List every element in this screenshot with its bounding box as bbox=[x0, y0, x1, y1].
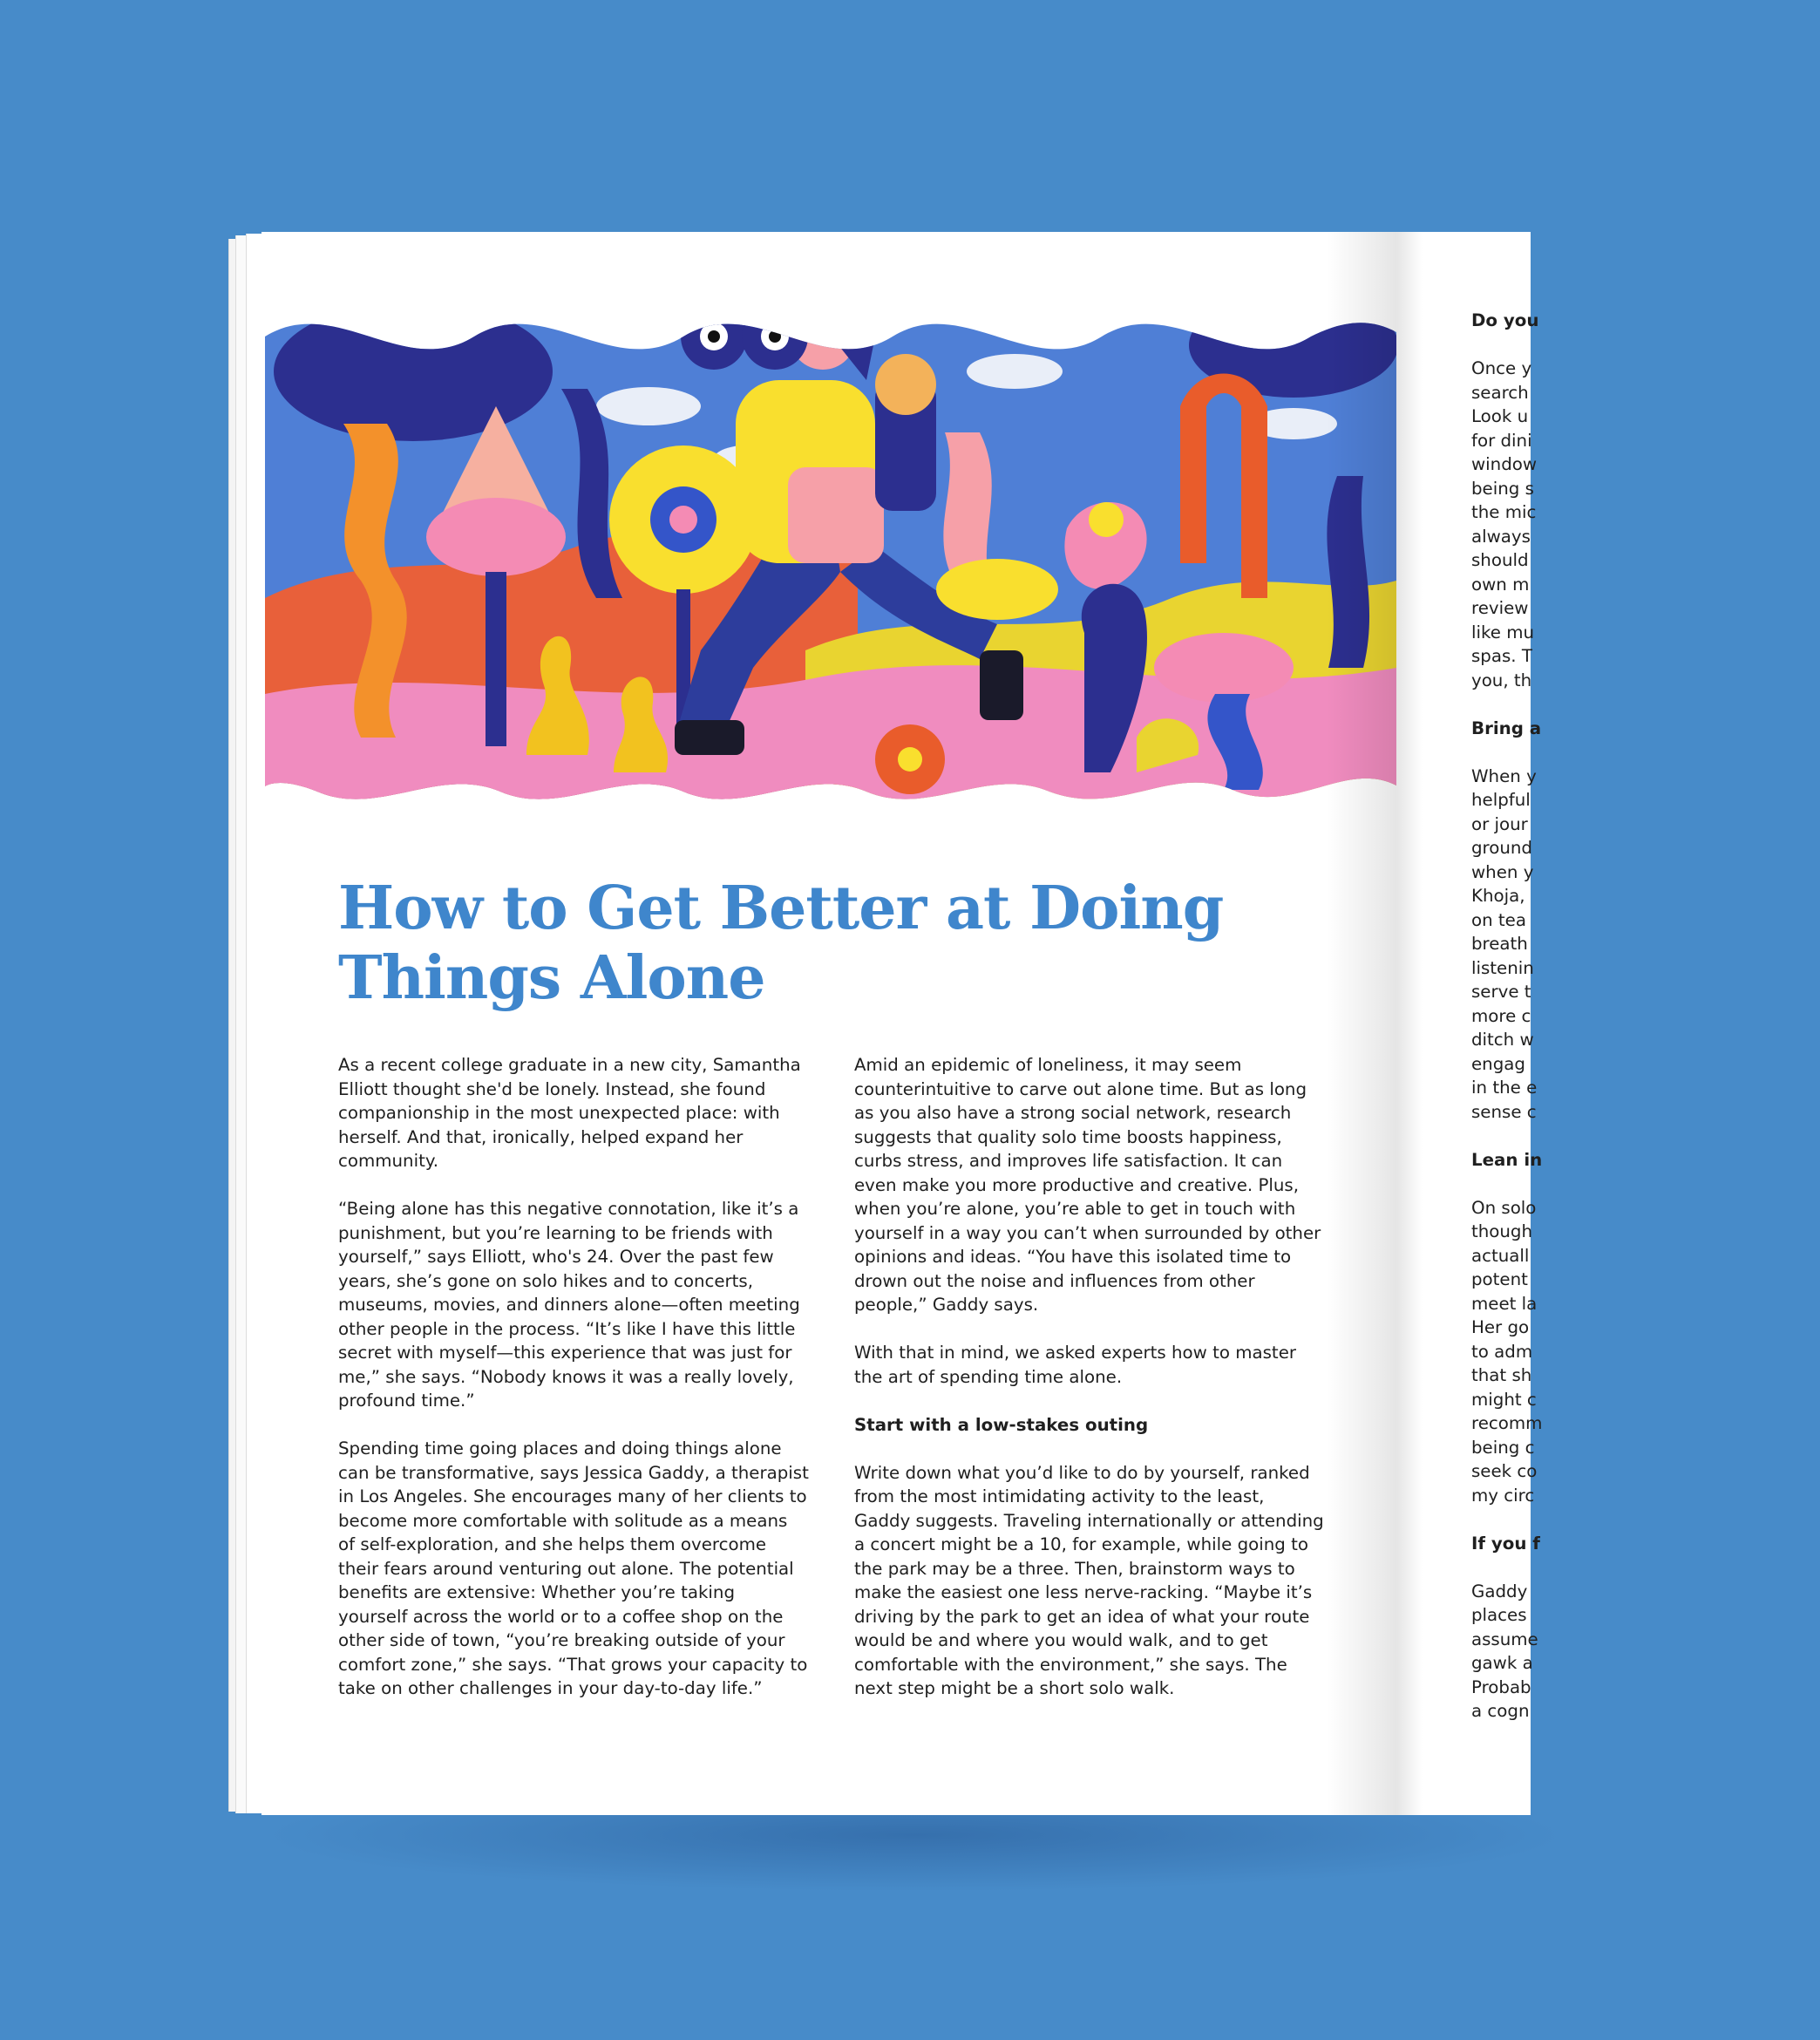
text-line-fragment: Gaddy bbox=[1471, 1581, 1528, 1601]
text-line-fragment: Once y bbox=[1471, 358, 1532, 378]
text-line-fragment: engag bbox=[1471, 1053, 1525, 1074]
text-line-fragment: Khoja, bbox=[1471, 886, 1525, 906]
text-line-fragment: like mu bbox=[1471, 622, 1535, 643]
text-line-fragment: should bbox=[1471, 550, 1529, 570]
text-line-fragment bbox=[1471, 740, 1820, 765]
text-line-fragment: serve t bbox=[1471, 982, 1531, 1002]
right-page-text bbox=[1471, 309, 1820, 1724]
text-line-fragment: places bbox=[1471, 1605, 1527, 1625]
right-page bbox=[1396, 232, 1543, 1815]
body-column-2 bbox=[854, 1053, 1325, 1724]
text-line-fragment bbox=[1471, 692, 1820, 717]
text-line-fragment: spas. T bbox=[1471, 646, 1532, 666]
text-line-fragment: helpful bbox=[1471, 790, 1531, 810]
title-line-2: Things Alone bbox=[338, 943, 765, 1013]
paragraph: Write down what you’d like to do by yourself, ranked from the most intimidating activity to the least, Gaddy suggests. Traveling internationally or attending a concert might be a 10, for example, while going to the park may be a three. Then, brainstorm ways to make the easiest one less nerve-racking. “Maybe it’s driving by the park to get an idea of what your route would be and where you would walk, and to get comfortable with the environment,” she says. The next step might be a short solo walk. bbox=[854, 1462, 1324, 1698]
text-line-fragment: to adm bbox=[1471, 1341, 1533, 1362]
paragraph: With that in mind, we asked experts how to master the art of spending time alone. bbox=[854, 1343, 1296, 1387]
text-line-fragment: the mic bbox=[1471, 502, 1537, 522]
text-line-fragment bbox=[1471, 1555, 1820, 1580]
text-line-fragment: seek co bbox=[1471, 1461, 1538, 1481]
text-line-fragment: window bbox=[1471, 454, 1538, 474]
text-line-fragment: though bbox=[1471, 1221, 1533, 1241]
text-line-fragment: being c bbox=[1471, 1437, 1535, 1458]
text-line-fragment: ditch w bbox=[1471, 1030, 1534, 1050]
paragraph: Spending time going places and doing things alone can be transformative, says Jessica Gaddy, a therapist in Los Angeles. She encourages many of her clients to become more comfortable with solitude as a means of self-exploration, and she helps them overcome their fears around venturing out alone. The potential benefits are extensive: Whether you’re taking yourself across the world or to a coffee shop on the other side of town, “you’re breaking outside of your comfort zone,” she says. “That grows your capacity to take on other challenges in your day-to-day life.” bbox=[338, 1438, 809, 1698]
text-line-fragment: might c bbox=[1471, 1389, 1537, 1410]
article-title bbox=[338, 874, 1341, 1013]
text-line-fragment: my circ bbox=[1471, 1485, 1535, 1506]
text-line-fragment bbox=[1471, 1507, 1820, 1532]
text-line-fragment: a cogn bbox=[1471, 1701, 1530, 1721]
text-line-fragment: or jour bbox=[1471, 813, 1528, 834]
text-line-fragment: actuall bbox=[1471, 1245, 1530, 1266]
text-line-fragment: on tea bbox=[1471, 909, 1526, 930]
text-line-fragment: being s bbox=[1471, 478, 1534, 499]
text-line-fragment: in the e bbox=[1471, 1078, 1538, 1098]
paragraph: Amid an epidemic of loneliness, it may seem counterintuitive to carve out alone time. But as long as you also have a strong social network, research suggests that quality solo time boosts happiness, curbs stress, and improves life satisfaction. It can even make you more productive and creative. Plus, when you’re alone, you’re able to get in touch with yourself in a way you can’t when surrounded by other opinions and ideas. “You have this isolated time to drown out the noise and influences from other people,” Gaddy says. bbox=[854, 1055, 1321, 1315]
title-line-1: How to Get Better at Doing bbox=[338, 874, 1224, 943]
section-heading-fragment: Do you bbox=[1471, 310, 1539, 330]
section-heading-fragment: If you f bbox=[1471, 1533, 1540, 1554]
section-heading-fragment: Bring a bbox=[1471, 717, 1542, 738]
body-column-1 bbox=[338, 1053, 809, 1724]
text-line-fragment: search bbox=[1471, 382, 1529, 403]
paragraph: As a recent college graduate in a new city, Samantha Elliott thought she'd be lonely. Instead, she found companionship in the most unexpected place: with herself. And that, ironically, helped expand her community. bbox=[338, 1055, 801, 1171]
text-line-fragment: more c bbox=[1471, 1005, 1531, 1026]
left-page bbox=[261, 232, 1396, 1815]
text-line-fragment: Her go bbox=[1471, 1317, 1530, 1337]
text-line-fragment: review bbox=[1471, 598, 1529, 618]
hero-illustration bbox=[265, 284, 1396, 825]
text-line-fragment bbox=[1471, 333, 1820, 357]
text-line-fragment: always bbox=[1471, 526, 1531, 547]
text-line-fragment: When y bbox=[1471, 765, 1537, 786]
text-line-fragment: sense c bbox=[1471, 1101, 1537, 1122]
text-line-fragment: potent bbox=[1471, 1269, 1528, 1289]
text-line-fragment: own m bbox=[1471, 574, 1530, 595]
text-line-fragment: that sh bbox=[1471, 1365, 1532, 1385]
text-line-fragment: recomm bbox=[1471, 1413, 1543, 1433]
text-line-fragment bbox=[1471, 1172, 1820, 1196]
text-line-fragment: breath bbox=[1471, 934, 1528, 954]
text-line-fragment: gawk a bbox=[1471, 1653, 1533, 1673]
text-line-fragment: when y bbox=[1471, 861, 1534, 882]
section-heading-fragment: Lean in bbox=[1471, 1149, 1543, 1170]
text-line-fragment: assume bbox=[1471, 1629, 1538, 1649]
text-line-fragment bbox=[1471, 1124, 1820, 1148]
text-line-fragment: Look u bbox=[1471, 406, 1529, 426]
page-gutter-shadow bbox=[1327, 232, 1396, 1815]
text-line-fragment: meet la bbox=[1471, 1293, 1538, 1314]
text-line-fragment: On solo bbox=[1471, 1197, 1537, 1218]
section-heading: Start with a low-stakes outing bbox=[854, 1414, 1149, 1435]
text-line-fragment: Probab bbox=[1471, 1676, 1531, 1697]
text-line-fragment: ground bbox=[1471, 838, 1532, 858]
page-gutter-shadow bbox=[1396, 232, 1423, 1815]
paragraph: “Being alone has this negative connotation, like it’s a punishment, but you’re learning to be friends with yourself,” says Elliott, who's 24. Over the past few years, she’s gone on solo hikes and to concerts, museums, movies, and dinners alone—often meeting other people in the process. “It’s like I have this little secret with myself—this experience that was just for me,” she says. “Nobody knows it was a really lovely, profound time.” bbox=[338, 1199, 800, 1411]
text-line-fragment: for dini bbox=[1471, 430, 1532, 451]
text-line-fragment: listenin bbox=[1471, 957, 1534, 978]
text-line-fragment: you, th bbox=[1471, 670, 1532, 690]
